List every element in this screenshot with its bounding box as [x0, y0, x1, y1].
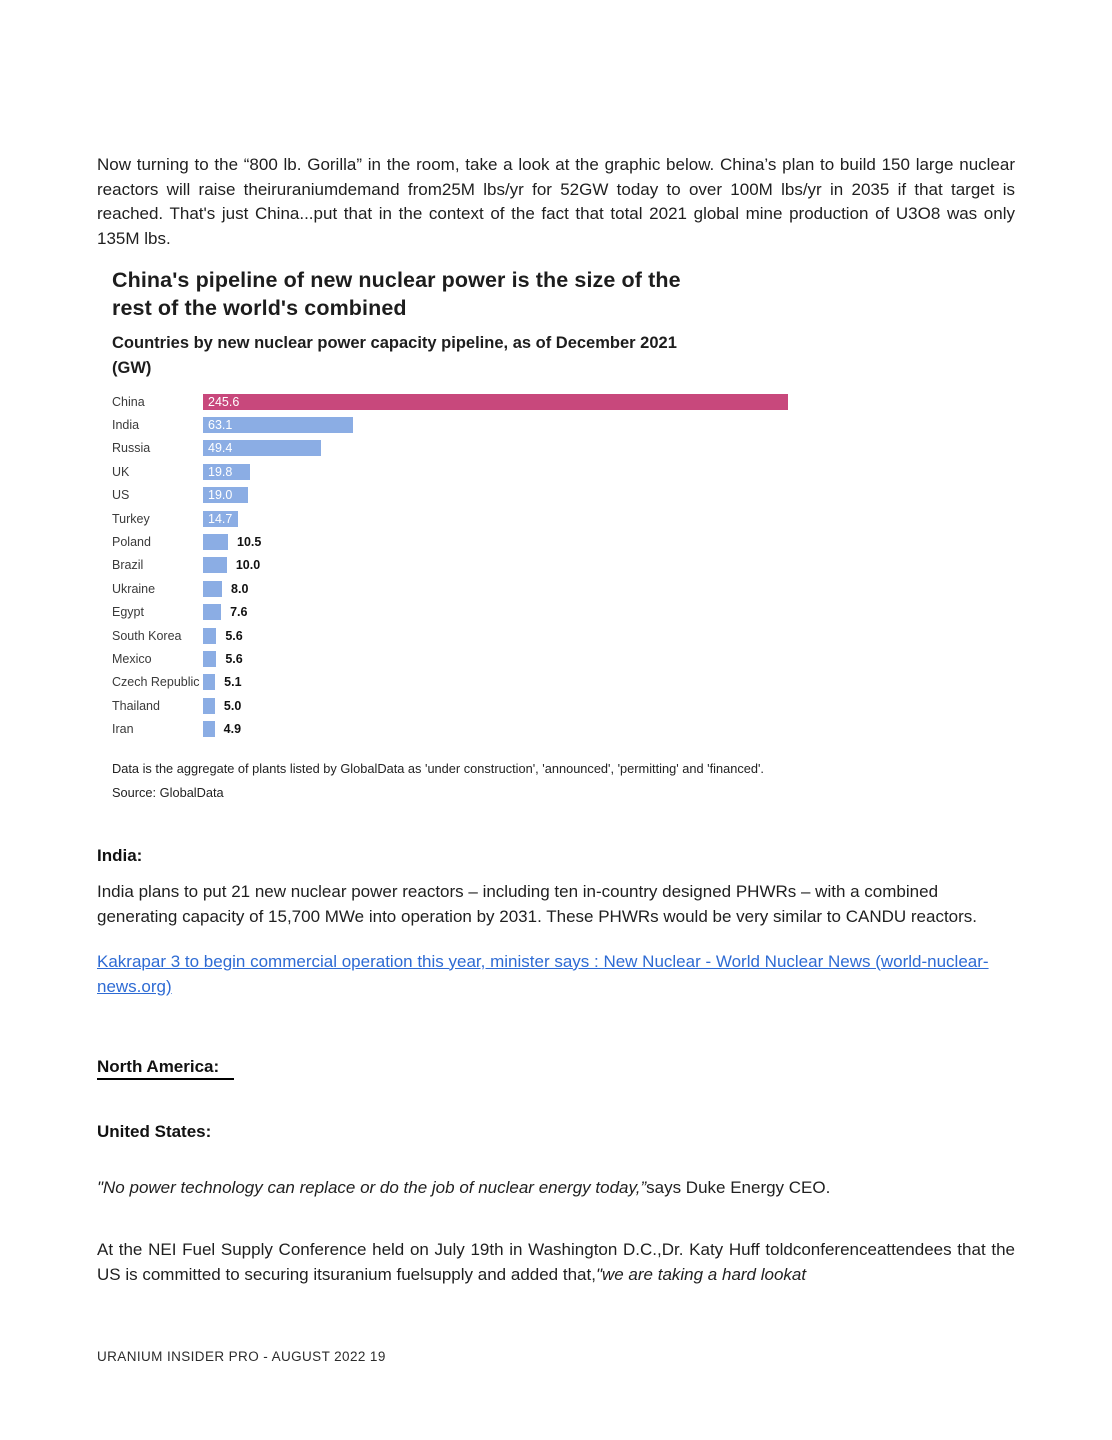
- nuclear-pipeline-chart: [112, 267, 788, 801]
- bar-fill: [203, 440, 321, 456]
- chart-title-line-2: rest of the world's combined: [112, 295, 407, 320]
- bar-category-label: Egypt: [112, 605, 144, 620]
- bar-category-label: Turkey: [112, 511, 150, 526]
- bar-value-label: 49.4: [208, 441, 233, 456]
- bar-category-label: Mexico: [112, 651, 152, 666]
- india-section-heading: India:: [97, 846, 143, 866]
- bar-fill: [203, 557, 227, 573]
- chart-source: Source: GlobalData: [112, 785, 224, 801]
- chart-bar-row: [112, 437, 788, 460]
- bar-category-label: Brazil: [112, 558, 144, 573]
- page-footer: URANIUM INSIDER PRO - AUGUST 2022 19: [97, 1349, 386, 1364]
- chart-bars: [112, 390, 788, 741]
- nei-text: At the NEI Fuel Supply Conference held on July 19th in Washington D.C.,Dr. Katy Huff toldconferenceattendees that the US is committed to securing itsuranium fuelsupply and added that,: [97, 1240, 1015, 1284]
- bar-track: [203, 440, 788, 456]
- chart-bar-row: [112, 694, 788, 717]
- bar-track: [203, 534, 788, 550]
- bar-value-label: 19.8: [208, 464, 233, 479]
- chart-bar-row: [112, 647, 788, 670]
- chart-bar-row: [112, 460, 788, 483]
- chart-bar-row: [112, 530, 788, 553]
- bar-track: [203, 651, 788, 667]
- bar-fill: [203, 534, 228, 550]
- chart-bar-row: [112, 484, 788, 507]
- bar-track: [203, 698, 788, 714]
- chart-bar-row: [112, 577, 788, 600]
- bar-fill: [203, 721, 215, 737]
- nei-italic-text: "we are taking a hard lookat: [595, 1264, 807, 1284]
- bar-category-label: South Korea: [112, 628, 182, 643]
- north-america-heading-text: North America:: [97, 1057, 234, 1080]
- bar-fill: [203, 604, 221, 620]
- bar-fill: [203, 698, 215, 714]
- chart-bar-row: [112, 600, 788, 623]
- kakrapar-article-link[interactable]: Kakrapar 3 to begin commercial operation this year, minister says : New Nuclear - World Nuclear News (world-nuclear-news.org): [97, 951, 989, 997]
- north-america-section-heading: [97, 1057, 1015, 1080]
- bar-track: [203, 394, 788, 410]
- bar-track: [203, 417, 788, 433]
- bar-value-label: 19.0: [208, 488, 233, 503]
- chart-subtitle: [112, 331, 788, 381]
- india-paragraph: India plans to put 21 new nuclear power reactors – including ten in-country designed PHWRs – with a combined generating capacity of 15,700 MWe into operation by 2031. These PHWRs would be very similar to CANDU reactors.: [97, 882, 978, 926]
- chart-bar-row: [112, 507, 788, 530]
- bar-category-label: UK: [112, 464, 130, 479]
- bar-fill: [203, 581, 222, 597]
- bar-value-label: 8.0: [231, 581, 249, 596]
- bar-track: [203, 628, 788, 644]
- bar-category-label: Thailand: [112, 698, 160, 713]
- quote-italic-text: "No power technology can replace or do the job of nuclear energy today,”: [97, 1177, 647, 1197]
- nei-conference-paragraph: [97, 1238, 1015, 1287]
- intro-paragraph: Now turning to the “800 lb. Gorilla” in the room, take a look at the graphic below. China’s plan to build 150 large nuclear reactors will raise theiruraniumdemand from25M lbs/yr for 52GW today to over 100M lbs/yr in 2035 if that target is reached. That's just China...put that in the context of the fact that total 2021 global mine production of U3O8 was only 135M lbs.: [97, 155, 1015, 248]
- chart-subtitle-line-1: Countries by new nuclear power capacity pipeline, as of December 2021: [112, 334, 677, 353]
- bar-fill: [203, 511, 238, 527]
- bar-track: [203, 674, 788, 690]
- bar-value-label: 63.1: [208, 418, 233, 433]
- bar-value-label: 4.9: [223, 722, 242, 737]
- bar-fill: [203, 674, 215, 690]
- bar-category-label: Russia: [112, 441, 151, 456]
- quote-attribution: says Duke Energy CEO.: [646, 1177, 831, 1197]
- duke-energy-quote: [97, 1176, 1015, 1201]
- bar-fill: [203, 417, 353, 433]
- bar-fill: [203, 651, 216, 667]
- bar-category-label: Poland: [112, 534, 151, 549]
- bar-value-label: 14.7: [208, 511, 233, 526]
- chart-bar-row: [112, 413, 788, 436]
- bar-track: [203, 464, 788, 480]
- bar-track: [203, 604, 788, 620]
- chart-bar-row: [112, 671, 788, 694]
- bar-value-label: 10.5: [237, 534, 262, 549]
- chart-note: Data is the aggregate of plants listed by GlobalData as 'under construction', 'announced', 'permitting' and 'financed'.: [112, 760, 764, 776]
- bar-fill: [203, 394, 788, 410]
- bar-category-label: Ukraine: [112, 581, 156, 596]
- bar-category-label: Czech Republic: [112, 675, 200, 690]
- bar-track: [203, 581, 788, 597]
- united-states-section-heading: United States:: [97, 1121, 212, 1141]
- chart-bar-row: [112, 624, 788, 647]
- chart-bar-row: [112, 390, 788, 413]
- bar-fill: [203, 464, 250, 480]
- chart-title: [112, 267, 788, 323]
- bar-value-label: 10.0: [235, 558, 261, 573]
- bar-track: [203, 511, 788, 527]
- bar-category-label: US: [112, 488, 130, 503]
- bar-value-label: 5.6: [225, 651, 243, 666]
- bar-value-label: 5.0: [223, 698, 242, 713]
- bar-fill: [203, 628, 216, 644]
- bar-track: [203, 487, 788, 503]
- bar-value-label: 5.1: [224, 675, 242, 690]
- bar-category-label: China: [112, 394, 145, 409]
- bar-category-label: Iran: [112, 722, 134, 737]
- bar-value-label: 5.6: [225, 628, 243, 643]
- bar-track: [203, 721, 788, 737]
- bar-fill: [203, 487, 248, 503]
- chart-bar-row: [112, 717, 788, 740]
- chart-subtitle-line-2: (GW): [112, 359, 152, 378]
- bar-value-label: 245.6: [208, 394, 240, 409]
- bar-category-label: India: [112, 418, 140, 433]
- bar-value-label: 7.6: [230, 605, 248, 620]
- bar-track: [203, 557, 788, 573]
- chart-title-line-1: China's pipeline of new nuclear power is the size of the: [112, 267, 681, 292]
- chart-bar-row: [112, 554, 788, 577]
